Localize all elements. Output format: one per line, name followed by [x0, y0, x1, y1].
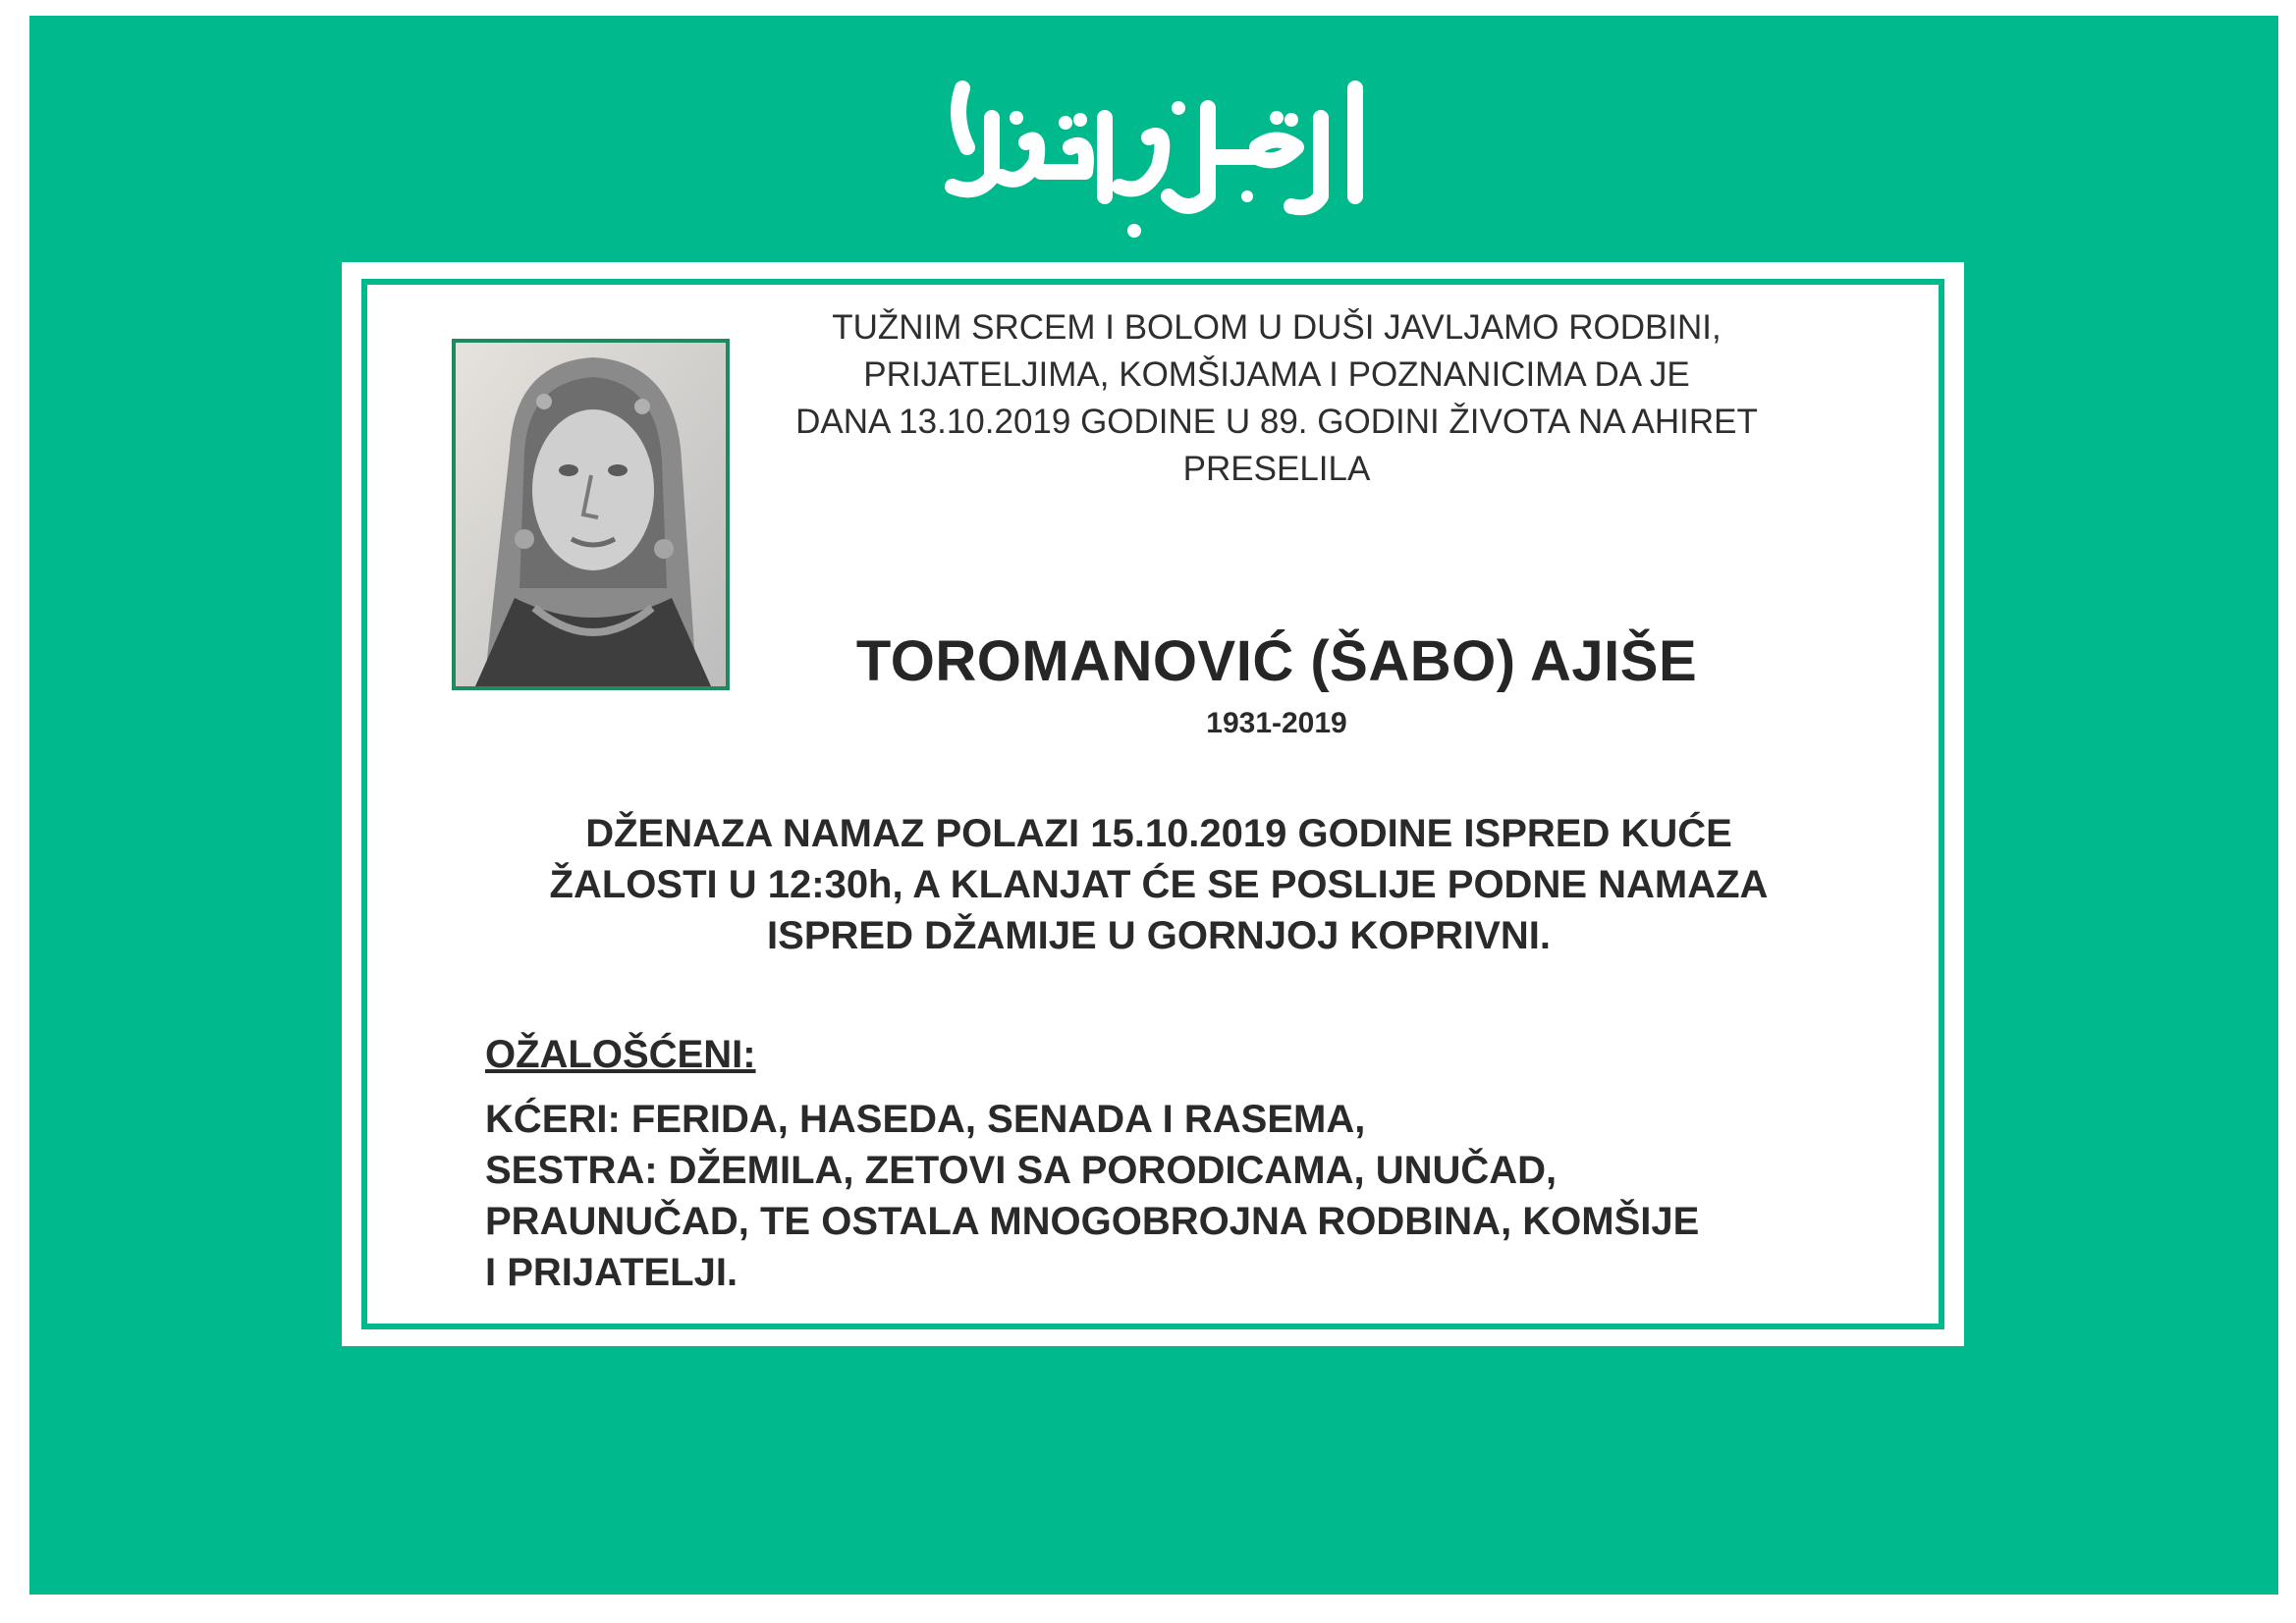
portrait-photo	[452, 339, 730, 690]
mourners-line: I PRIJATELJI.	[485, 1251, 738, 1294]
mourners-line: SESTRA: DŽEMILA, ZETOVI SA PORODICAMA, UNUČAD,	[485, 1149, 1558, 1192]
arabic-calligraphy-icon	[923, 49, 1385, 245]
mourners-line: KĆERI: FERIDA, HASEDA, SENADA I RASEMA,	[485, 1098, 1366, 1141]
mourners-list	[485, 1094, 1880, 1298]
mourners-line: PRAUNUČAD, TE OSTALA MNOGOBROJNA RODBINA, KOMŠIJE	[485, 1200, 1700, 1243]
life-years: 1931-2019	[1206, 707, 1347, 739]
deceased-name: TOROMANOVIĆ (ŠABO) AJIŠE	[855, 629, 1698, 693]
funeral-prayer-info: DŽENAZA NAMAZ POLAZI 15.10.2019 GODINE ISPRED KUĆE ŽALOSTI U 12:30h, A KLANJAT ĆE SE POSLIJE PODNE NAMAZA ISPRED DŽAMIJE U GORNJOJ KOPRIVNI.	[549, 812, 1769, 957]
intro-announcement: TUŽNIM SRCEM I BOLOM U DUŠI JAVLJAMO RODBINI, PRIJATELJIMA, KOMŠIJAMA I POZNANICIMA DA JE DANA 13.10.2019 GODINE U 89. GODINI ŽIVOTA NA AHIRET PRESELILA	[795, 308, 1758, 488]
mourners-heading: OŽALOŠĆENI:	[485, 1033, 756, 1076]
